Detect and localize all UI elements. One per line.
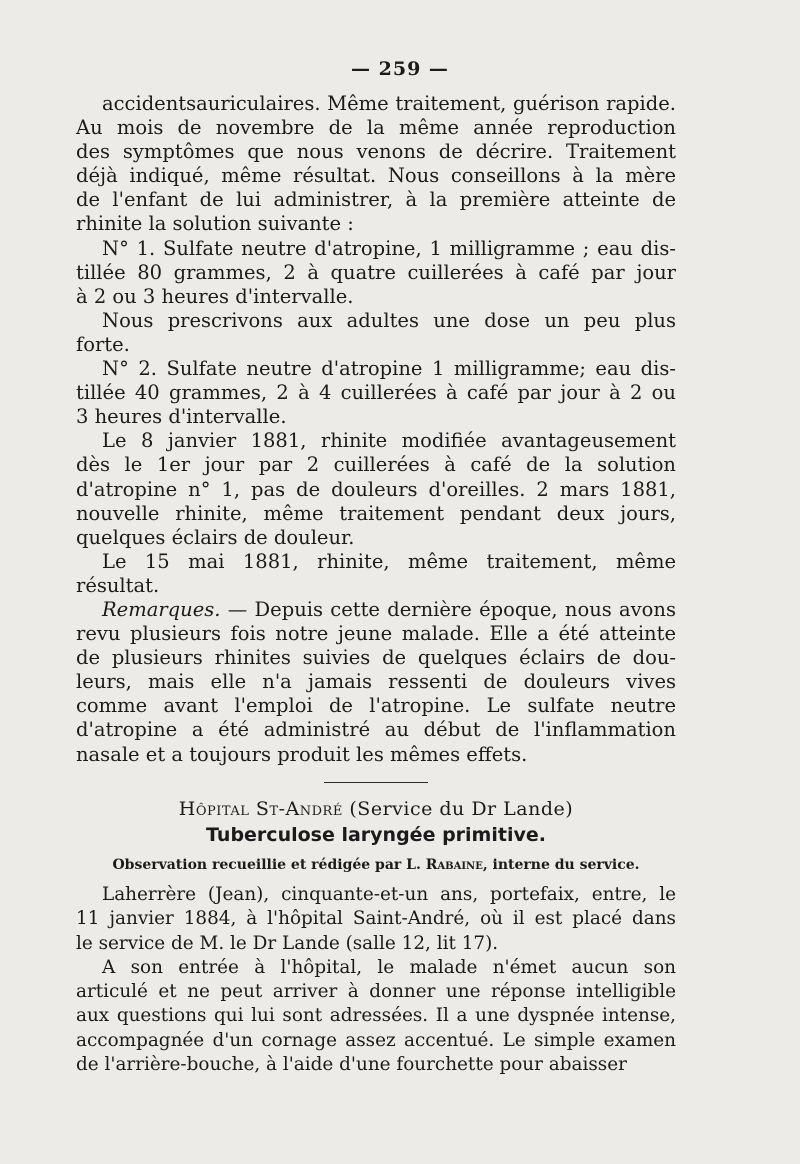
text-line: Le 15 mai 1881, rhinite, même traitement, même bbox=[102, 549, 676, 573]
text-line: N° 2. Sulfate neutre d'atropine 1 milligramme; eau dis- bbox=[102, 357, 676, 381]
section-divider bbox=[324, 782, 428, 783]
text-line: résultat. bbox=[76, 573, 160, 597]
remarks-first-line bbox=[76, 598, 676, 622]
text-line: nasale et a toujours produit les mêmes effets. bbox=[76, 742, 528, 766]
hospital-name: Hôpital St-André bbox=[178, 797, 343, 820]
text-line: d'atropine n° 1, pas de douleurs d'oreilles. 2 mars 1881, bbox=[76, 477, 676, 501]
text-line: quelques éclairs de douleur. bbox=[76, 525, 355, 549]
text-line: tillée 40 grammes, 2 à 4 cuillerées à café par jour à 2 ou bbox=[76, 381, 676, 405]
main-text bbox=[76, 92, 676, 1077]
text-line: aux questions qui lui sont adressées. Il a une dyspnée intense, bbox=[76, 1005, 676, 1027]
text-line: dès le 1er jour par 2 cuillerées à café de la solution bbox=[76, 453, 676, 477]
text-line: déjà indiqué, même résultat. Nous conseillons à la mère bbox=[76, 164, 676, 188]
text-line: de l'arrière-bouche, à l'aide d'une fourchette pour abaisser bbox=[76, 1053, 627, 1075]
text-line: revu plusieurs fois notre jeune malade. Elle a été atteinte bbox=[76, 622, 676, 646]
text-line: Au mois de novembre de la même année reproduction bbox=[76, 116, 676, 140]
observation-suffix: , interne du service. bbox=[482, 856, 640, 873]
text-line: N° 1. Sulfate neutre d'atropine, 1 milligramme ; eau dis- bbox=[102, 236, 676, 260]
service-name: (Service du Dr Lande) bbox=[349, 797, 574, 820]
text-line: de plusieurs rhinites suivies de quelques éclairs de dou- bbox=[76, 646, 676, 670]
hospital-heading bbox=[76, 797, 676, 821]
text-line: Nous prescrivons aux adultes une dose un peu plus bbox=[102, 308, 676, 332]
observation-author: Rabaine bbox=[425, 856, 483, 873]
text-line: le service de M. le Dr Lande (salle 12, lit 17). bbox=[76, 932, 499, 954]
remarks-paragraph bbox=[76, 598, 676, 767]
case-title: Tuberculose laryngée primitive. bbox=[206, 823, 546, 846]
text-line: articulé et ne peut arriver à donner une réponse intelligible bbox=[76, 981, 676, 1003]
text-line: des symptômes que nous venons de décrire. Traitement bbox=[76, 140, 676, 164]
text-line: leurs, mais elle n'a jamais ressenti de douleurs vives bbox=[76, 670, 676, 694]
text-line: 3 heures d'intervalle. bbox=[76, 405, 287, 429]
text-line: forte. bbox=[76, 332, 130, 356]
observation-prefix: Observation recueillie et rédigée par L. bbox=[112, 856, 421, 873]
text-line: accompagnée d'un cornage assez accentué. Le simple examen bbox=[76, 1029, 676, 1051]
case-paragraphs bbox=[76, 883, 676, 1077]
page-number: — 259 — bbox=[351, 58, 449, 80]
text-line: à 2 ou 3 heures d'intervalle. bbox=[76, 284, 354, 308]
text-line: Laherrère (Jean), cinquante-et-un ans, portefaix, entre, le bbox=[102, 883, 676, 905]
text-line: d'atropine a été administré au début de l'inflammation bbox=[76, 718, 676, 742]
text-line: rhinite la solution suivante : bbox=[76, 212, 354, 236]
remarks-first-line-rest: — Depuis cette dernière époque, nous avons bbox=[227, 597, 676, 621]
text-line: nouvelle rhinite, même traitement pendant deux jours, bbox=[76, 501, 676, 525]
text-line: comme avant l'emploi de l'atropine. Le sulfate neutre bbox=[76, 694, 676, 718]
top-paragraphs bbox=[76, 92, 676, 598]
text-line: A son entrée à l'hôpital, le malade n'émet aucun son bbox=[102, 956, 676, 978]
text-line: 11 janvier 1884, à l'hôpital Saint-André, où il est placé dans bbox=[76, 908, 676, 930]
text-line: de l'enfant de lui administrer, à la première atteinte de bbox=[76, 188, 676, 212]
observation-credit bbox=[76, 853, 676, 877]
text-line: accidentsauriculaires. Même traitement, guérison rapide. bbox=[102, 92, 676, 115]
text-line: tillée 80 grammes, 2 à quatre cuillerées à café par jour bbox=[76, 260, 676, 284]
text-line: Le 8 janvier 1881, rhinite modifiée avantageusement bbox=[102, 429, 676, 453]
remarks-label: Remarques. bbox=[102, 597, 221, 621]
